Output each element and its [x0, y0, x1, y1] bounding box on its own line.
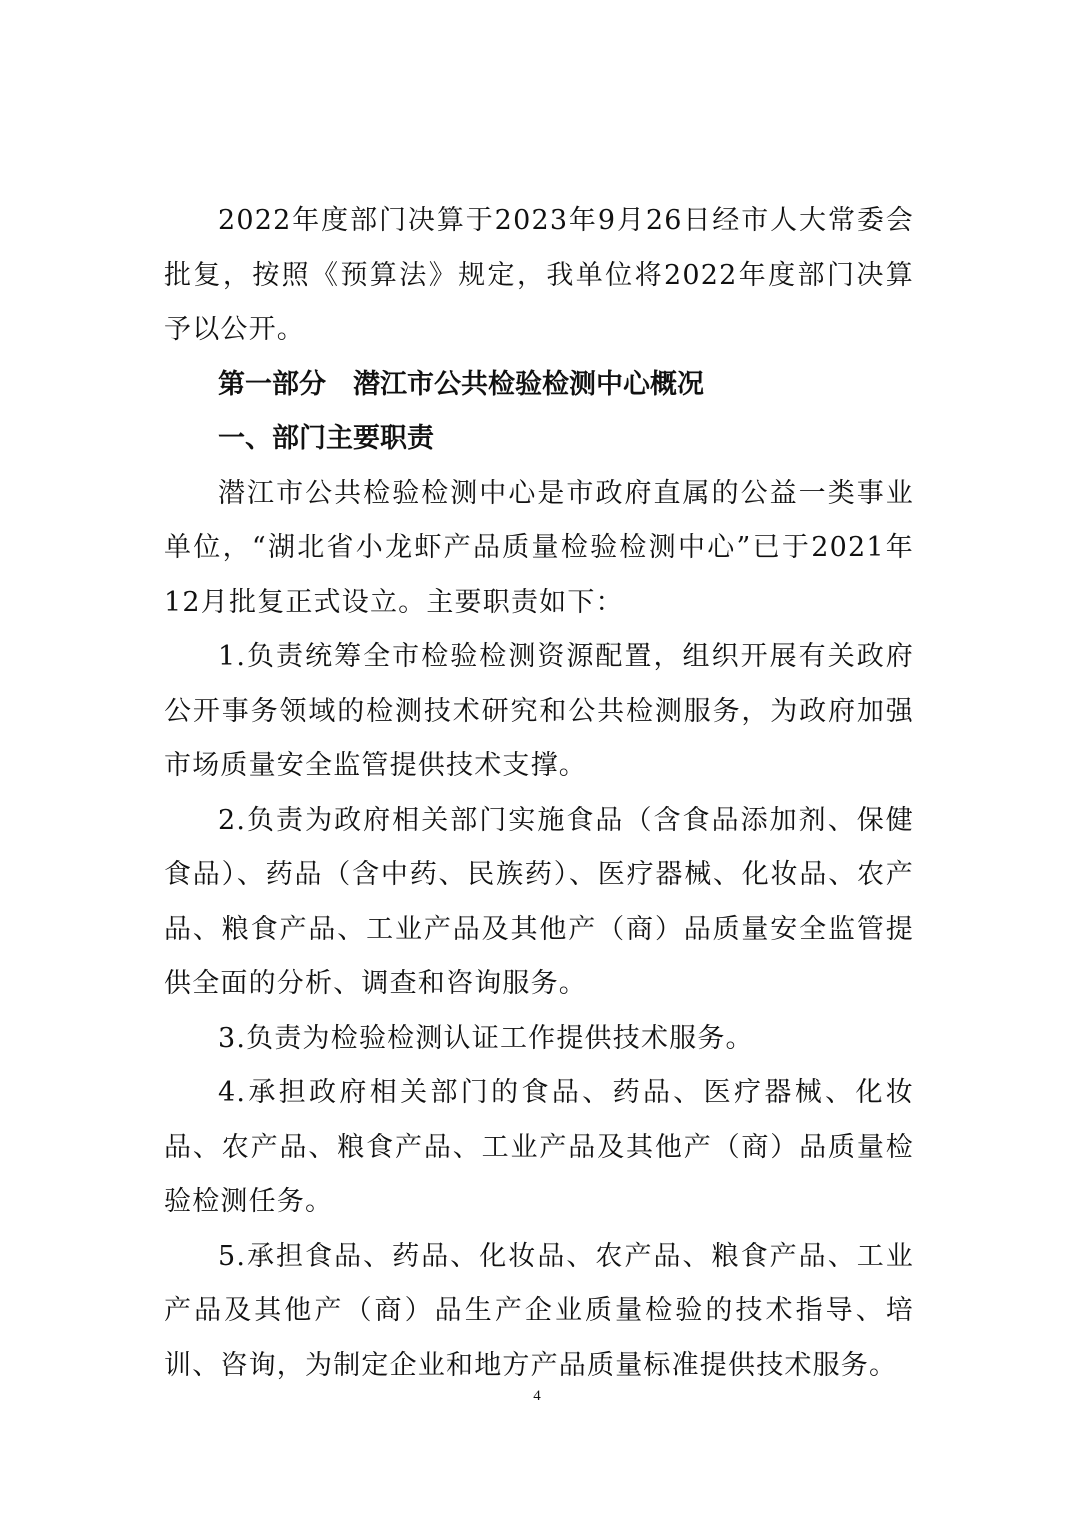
page-number: 4 — [533, 1388, 541, 1404]
part-label: 第一部分 — [218, 368, 326, 400]
duty-paragraph-2: 2.负责为政府相关部门实施食品（含食品添加剂、保健食品）、药品（含中药、民族药）、医疗器械、化妆品、农产品、粮食产品、工业产品及其他产（商）品质量安全监管提供全面的分析、调查和咨询服务。 — [164, 804, 914, 999]
intro-paragraph: 2022年度部门决算于2023年9月26日经市人大常委会批复，按照《预算法》规定，我单位将2022年度部门决算予以公开。 — [164, 205, 914, 345]
duty-paragraph-4: 4.承担政府相关部门的食品、药品、医疗器械、化妆品、农产品、粮食产品、工业产品及其他产（商）品质量检验检测任务。 — [164, 1077, 914, 1217]
overview-paragraph: 潜江市公共检验检测中心是市政府直属的公益一类事业单位，“湖北省小龙虾产品质量检验检测中心”已于2021年12月批复正式设立。主要职责如下： — [164, 477, 914, 618]
duty-paragraph-5: 5.承担食品、药品、化妆品、农产品、粮食产品、工业产品及其他产（商）品生产企业质量检验的技术指导、培训、咨询，为制定企业和地方产品质量标准提供技术服务。 — [164, 1240, 914, 1381]
duty-paragraph-1: 1.负责统筹全市检验检测资源配置，组织开展有关政府公开事务领域的检测技术研究和公共检测服务，为政府加强市场质量安全监管提供技术支撑。 — [164, 641, 914, 781]
part-title: 潜江市公共检验检测中心概况 — [353, 368, 704, 400]
duty-paragraph-3: 3.负责为检验检测认证工作提供技术服务。 — [218, 1022, 754, 1054]
document-body — [164, 194, 914, 1393]
section-heading: 一、部门主要职责 — [218, 423, 434, 454]
part-heading — [164, 358, 914, 413]
